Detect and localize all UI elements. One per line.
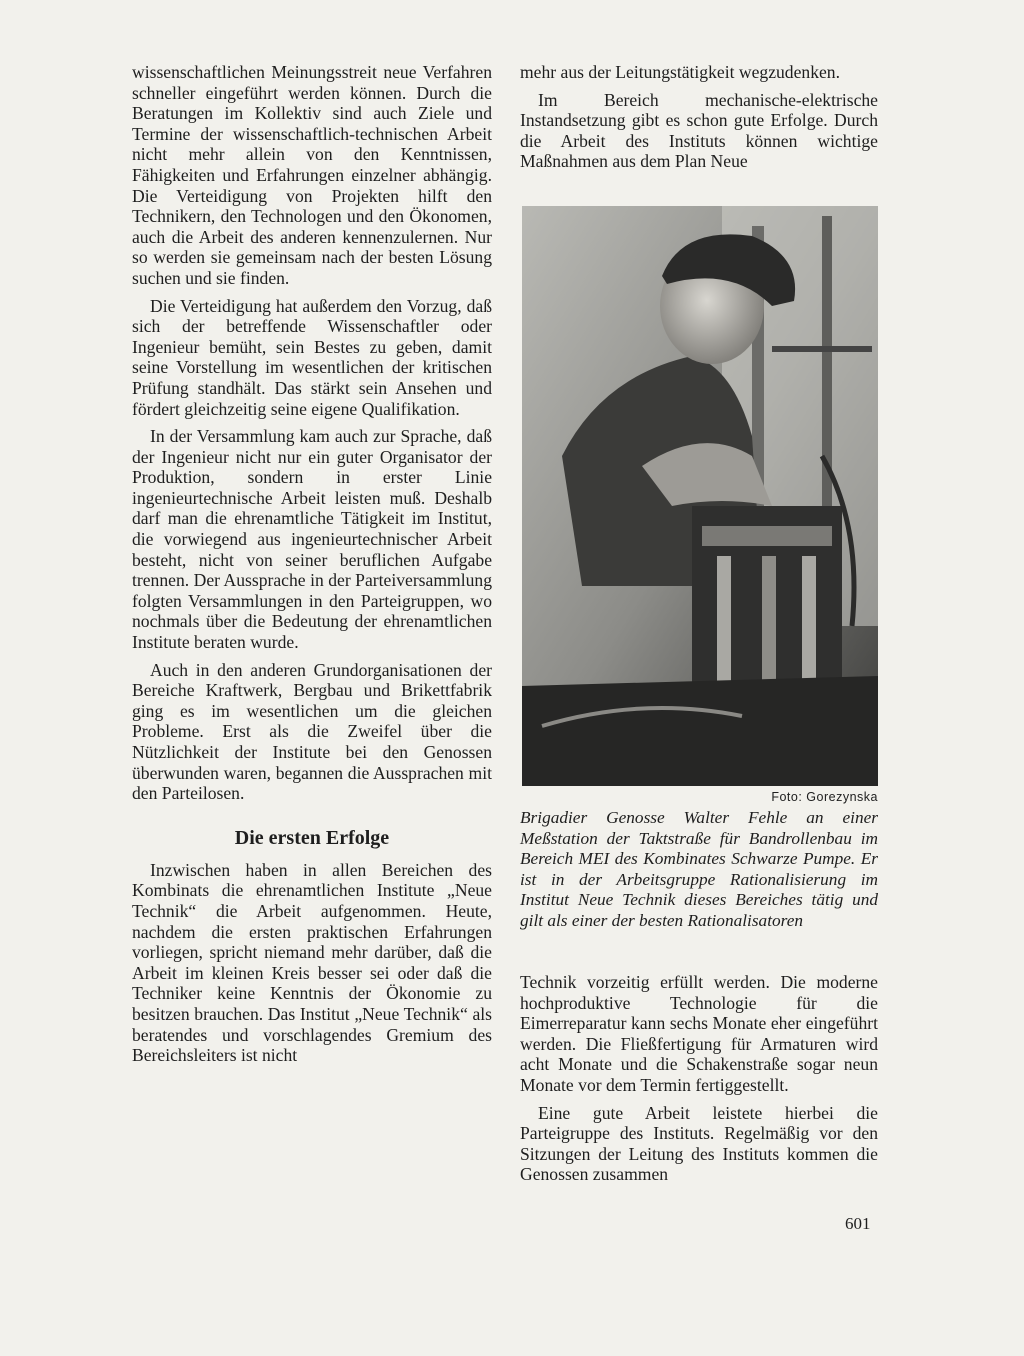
paragraph: In der Versammlung kam auch zur Sprache, daß der Ingenieur nicht nur ein guter Organisator der Produktion, sondern in erster Linie ingenieurtechnische Arbeit leisten muß. Deshalb darf man die ehrenamtliche Tätigkeit im Institut, die vorwiegend aus ingenieurtechnischer Arbeit besteht, nicht von seiner beruflichen Aufgabe trennen. Der Aussprache in der Parteiversammlung folgten Versammlungen in den Parteigruppen, wo nochmals über die Bedeutung der ehrenamtlichen Institute beraten wurde. <box>132 426 492 653</box>
photograph <box>522 206 878 786</box>
photo-credit: Foto: Gorezynska <box>771 790 878 804</box>
paragraph: Auch in den anderen Grundorganisationen der Bereiche Kraftwerk, Bergbau und Brikettfabrik ging es im wesentlichen um die gleichen Probleme. Erst als die Zweifel über die Nützlichkeit der Institute bei den Genossen überwunden waren, begannen die Aussprachen mit den Parteilosen. <box>132 659 492 804</box>
section-heading: Die ersten Erfolge <box>234 826 390 849</box>
left-column <box>132 62 492 1066</box>
paragraph: Die Verteidigung hat außerdem den Vorzug, daß sich der betreffende Wissenschaftler oder Ingenieur bemüht, sein Bestes zu geben, damit seine Vorstellung im wesentlichen der kritischen Prüfung standhält. Das stärkt sein Ansehen und fördert gleichzeitig seine eigene Qualifikation. <box>132 295 492 419</box>
page-number: 601 <box>845 1214 871 1233</box>
paragraph: wissenschaftlichen Meinungsstreit neue Verfahren schneller eingeführt werden können. Durch die Beratungen im Kollektiv sind auch Ziele und Termine der wissenschaftlich-technischen Arbeit nicht mehr allein von den Kenntnissen, Fähigkeiten und Erfahrungen einzelner abhängig. Die Verteidigung von Projekten hilft den Technikern, den Technologen und den Ökonomen, auch die Arbeit des anderen kennenzulernen. Nur so werden sie gemeinsam nach der besten Lösung suchen und sie finden. <box>132 62 492 288</box>
paragraph: Im Bereich mechanische-elektrische Instandsetzung gibt es schon gute Erfolge. Durch die Arbeit des Instituts können wichtige Maßnahmen aus dem Plan Neue <box>520 89 878 172</box>
paragraph: Inzwischen haben in allen Bereichen des Kombinats die ehrenamtlichen Institute „Neue Technik“ die Arbeit aufgenommen. Heute, nachdem die ersten praktischen Erfahrungen vorliegen, spricht niemand mehr darüber, daß die Arbeit im kleinen Kreis besser sei oder daß die Techniker keine Kenntnis der Ökonomie zu besitzen brauchen. Das Institut „Neue Technik“ als beratendes und vorschlagendes Gremium des Bereichsleiters ist nicht <box>132 859 492 1066</box>
paragraph: Technik vorzeitig erfüllt werden. Die moderne hochproduktive Technologie für die Eimerreparatur kann sechs Monate eher eingeführt werden. Die Fließfertigung für Armaturen wird acht Monate und die Schakenstraße sogar neun Monate vor dem Termin fertiggestellt. <box>520 972 878 1095</box>
photo-worker-at-machine <box>522 206 878 786</box>
paragraph: Eine gute Arbeit leistete hierbei die Parteigruppe des Instituts. Regelmäßig vor den Sitzungen der Leitung des Instituts kommen die Genossen zusammen <box>520 1102 878 1185</box>
right-column-top <box>520 62 878 172</box>
right-column-bottom <box>520 972 878 1185</box>
photo-caption: Brigadier Genosse Walter Fehle an einer Meßstation der Taktstraße für Bandrollenbau im Bereich MEI des Kombinates Schwarze Pumpe. Er ist in der Arbeitsgruppe Rationalisierung im Institut Neue Technik dieses Bereiches tätig und gilt als einer der besten Rationalisatoren <box>520 808 878 930</box>
paragraph: mehr aus der Leitungstätigkeit wegzudenken. <box>520 62 841 82</box>
